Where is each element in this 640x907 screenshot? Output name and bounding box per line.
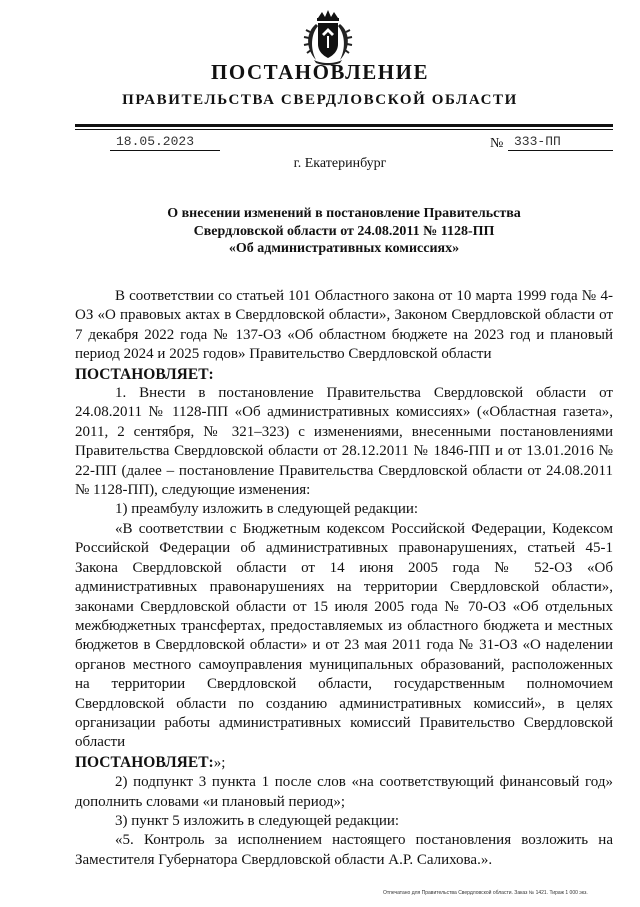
item-1-paragraph: 1. Внести в постановление Правительства Свердловской области от 24.08.2011 № 1128-ПП «Об административных комиссиях» («Областная газета», 2011, 2 сентября, № 321–323) с изменениями, внесенными постановлениями Правительства Свердловской области от 28.12.2011 № 1846-ПП и от 13.01.2016 № 22-ПП (далее – постановление Правительства Свердловской области от 24.08.2011 № 1128-ПП), следующие изменения:	[75, 385, 613, 499]
item-1-2-paragraph: 2) подпункт 3 пункта 1 после слов «на соответствующий финансовый год» дополнить словами «и плановый период»;	[75, 774, 613, 810]
header-rule-thin	[75, 129, 613, 130]
document-date: 18.05.2023	[110, 134, 220, 151]
item-1-3-paragraph: 3) пункт 5 изложить в следующей редакции:	[115, 812, 400, 829]
document-heading	[75, 205, 613, 258]
quote-end: »;	[213, 754, 226, 771]
document-type-title: ПОСТАНОВЛЕНИЕ	[211, 60, 429, 84]
print-footer-note: Отпечатано для Правительства Свердловской области. Заказ № 1421. Тираж 1 000 экз.	[383, 890, 588, 896]
heading-line: «Об административных комиссиях»	[228, 241, 460, 256]
number-sign: №	[490, 136, 504, 151]
quoted-decree-line	[75, 753, 613, 773]
quoted-preamble-paragraph: «В соответствии с Бюджетным кодексом Российской Федерации, Кодексом Российской Федерации об административных правонарушениях, статьей 45-1 Закона Свердловской области от 14 июня 2005 года № 52-ОЗ «Об административных правонарушениях на территории Свердловской области», законами Свердловской области от 15 июля 2005 года № 70-ОЗ «Об отдельных межбюджетных трансфертах, предоставляемых из областного бюджета и местных бюджетов в Свердловской области» и от 23 мая 2011 года № 31-ОЗ «О наделении органов местного самоуправления муниципальных образований, расположенных на территории Свердловской области, государственным полномочием Свердловской области по созданию административных комиссий», в целях организации работы административных комиссий Правительство Свердловской области	[75, 520, 613, 751]
decree-word: ПОСТАНОВЛЯЕТ:	[75, 365, 214, 383]
header-rule-thick	[75, 124, 613, 127]
item-1-3-text-paragraph: «5. Контроль за исполнением настоящего постановления возложить на Заместителя Губернатора Свердловской области А.Р. Салихова.».	[75, 832, 613, 868]
document-number: 333-ПП	[508, 134, 613, 151]
document-body	[75, 287, 613, 870]
heading-line: Свердловской области от 24.08.2011 № 1128-ПП	[193, 223, 495, 239]
preamble-paragraph: В соответствии со статьей 101 Областного закона от 10 марта 1999 года № 4-ОЗ «О правовых актах в Свердловской области», Законом Свердловской области от 7 декабря 2022 года № 137-ОЗ «Об областном бюджете на 2023 год и плановый период 2024 и 2025 годов» Правительство Свердловской области	[75, 288, 613, 363]
heading-line: О внесении изменений в постановление Правительства	[167, 206, 521, 221]
item-1-1-paragraph: 1) преамбулу изложить в следующей редакции:	[115, 501, 419, 518]
city-line: г. Екатеринбург	[293, 156, 387, 171]
issuer-title: ПРАВИТЕЛЬСТВА СВЕРДЛОВСКОЙ ОБЛАСТИ	[122, 92, 518, 108]
quoted-decree-word: ПОСТАНОВЛЯЕТ:	[75, 753, 214, 771]
coat-of-arms-icon	[302, 8, 354, 66]
